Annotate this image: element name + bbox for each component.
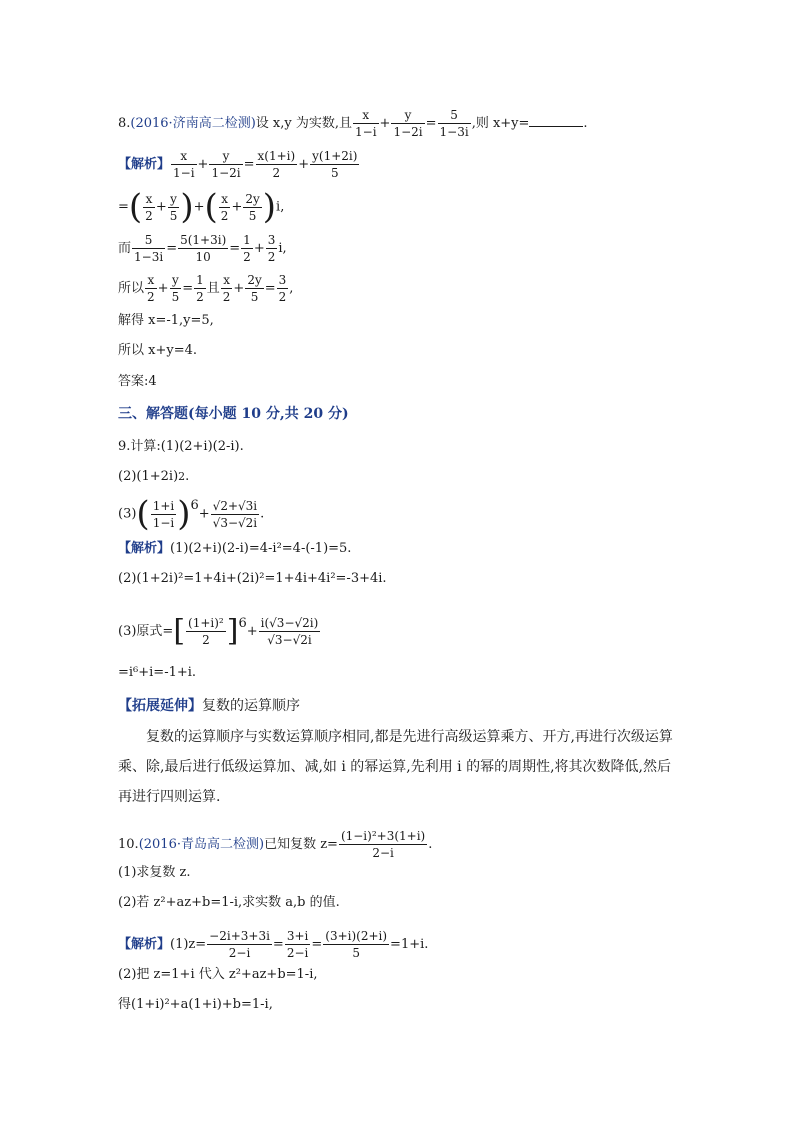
math-text: 所以 [118, 281, 145, 296]
math-text: i, [278, 241, 287, 256]
solution-9-line-2: (2)(1+2i)²=1+4i+(2i)²=1+4i+4i²=-3+4i. [118, 571, 387, 586]
fraction: $\frac{x}{1-i}$ [355, 108, 377, 139]
math-text: 且 [206, 281, 220, 296]
question-10 [118, 828, 432, 861]
source-label: (2016·济南高二检测) [130, 116, 256, 131]
fraction: $\frac{\text{(1−i)²+3(1+i)}}{2-i}$ [340, 829, 426, 860]
fraction: $\frac{5(1+3i)}{10}$ [180, 233, 227, 264]
fraction: $\frac{y}{5}$ [171, 273, 180, 304]
right-bracket: ] [226, 613, 239, 649]
extension-paragraph [118, 722, 678, 812]
solution-9-line-3: (3)原式=[ $\frac{\text{(1+i)²}}{2}$ ]6+ $\frac{i(√3-√2i)}{√3-√2i}$ [118, 613, 319, 649]
question-text: ,则 x+y= [471, 116, 530, 131]
solution-9-line-4: =i⁶+i=-1+i. [118, 665, 197, 680]
fraction: $\frac{\text{(1+i)²}}{2}$ [188, 616, 224, 647]
question-text: 已知复数 z= [264, 837, 338, 852]
fraction: $\frac{2y}{5}$ [245, 191, 260, 223]
math-text: (3) [118, 506, 137, 522]
fraction: $\frac{x}{1-i}$ [173, 149, 195, 180]
fraction: $\frac{5}{1-3i}$ [134, 233, 164, 264]
fraction: $\frac{x}{2}$ [145, 191, 153, 223]
question-9-line-2 [118, 468, 189, 486]
extension-tag: 【拓展延伸】 [118, 698, 202, 714]
paragraph-text: 复数的运算顺序与实数运算顺序相同,都是先进行高级运算乘方、开方,再进行次级运算乘、除,最后进行低级运算加、减,如 i 的幂运算,先利用 i 的幂的周期性,将其次数降低,然后再进行四则运算. [118, 729, 673, 805]
answer-8: 答案:4 [118, 374, 157, 389]
solution-tag: 【解析】 [118, 157, 171, 172]
math-text: 而 [118, 241, 132, 256]
fraction: $\frac{3}{2}$ [267, 233, 276, 264]
question-number: 10. [118, 837, 139, 852]
question-10-part-2: (2)若 z²+az+b=1-i,求实数 a,b 的值. [118, 895, 340, 910]
fraction: $\frac{y}{1-2i}$ [211, 149, 241, 180]
fraction: $\frac{(3+i)(2+i)}{5}$ [325, 929, 388, 960]
fraction: $\frac{i(√3-√2i)}{√3-√2i}$ [260, 616, 319, 647]
fraction: $\frac{3}{2}$ [278, 273, 287, 304]
math-text: i, [276, 199, 285, 215]
operator: + [193, 199, 205, 215]
extension-heading [118, 697, 300, 715]
source-label: (2016·青岛高二检测) [138, 837, 265, 852]
fraction: $\frac{x}{2}$ [222, 273, 231, 304]
superscript: 6 [190, 498, 199, 513]
question-10-part-1: (1)求复数 z. [118, 865, 191, 880]
fraction: $\frac{1}{2}$ [243, 233, 251, 264]
solution-8-line-1: 【解析】 $\frac{x}{1-i}$ + $\frac{y}{1-2i}$ = $\frac{x(1+i)}{2}$ + $\frac{y(1+2i)}{5}$ [118, 149, 358, 180]
fraction: $\frac{-2i+3+3i}{2-i}$ [209, 929, 270, 960]
right-paren: ) [177, 494, 191, 534]
question-8 [118, 107, 588, 140]
math-text: , [289, 281, 294, 296]
right-paren: ) [180, 187, 194, 227]
fraction: $\frac{y}{1-2i}$ [393, 108, 423, 139]
fraction: $\frac{x(1+i)}{2}$ [257, 149, 296, 180]
fraction: $\frac{5}{1-3i}$ [439, 108, 469, 139]
left-bracket: [ [173, 613, 186, 649]
punctuation: . [583, 116, 588, 131]
operator: = [425, 116, 437, 131]
fraction: $\frac{1+i}{1-i}$ [152, 498, 175, 530]
section-heading: 三、解答题(每小题 10 分,共 20 分) [118, 406, 349, 422]
superscript: 2 [178, 470, 186, 483]
solution-8-line-5: 解得 x=-1,y=5, [118, 313, 214, 328]
fraction: $\frac{1}{2}$ [196, 273, 204, 304]
solution-9-line-1 [118, 540, 351, 558]
left-paren: ( [136, 494, 150, 534]
solution-8-line-2: =( $\frac{x}{2}$ + $\frac{y}{5}$ )+( $\frac{x}{2}$ + $\frac{2y}{5}$ )i, [118, 187, 285, 227]
extension-title: 复数的运算顺序 [202, 698, 300, 714]
fraction: $\frac{y}{5}$ [169, 191, 178, 223]
question-number: 8. [118, 116, 131, 131]
question-text: 设 x,y 为实数,且 [255, 116, 352, 131]
question-9-line-3: (3)( $\frac{1+i}{1-i}$ )6+ $\frac{√2+√3i}{√3-√2i}$ . [118, 494, 265, 534]
solution-10-line-2: (2)把 z=1+i 代入 z²+az+b=1-i, [118, 967, 318, 982]
punctuation: . [260, 506, 265, 522]
operator: = [118, 199, 129, 215]
punctuation: . [185, 469, 190, 484]
fraction: $\frac{3+i}{2-i}$ [286, 929, 309, 960]
fraction: $\frac{2y}{5}$ [247, 273, 262, 304]
fraction: $\frac{x}{2}$ [147, 273, 155, 304]
solution-8-line-4: 所以 $\frac{x}{2}$ + $\frac{y}{5}$ = $\frac{1}{2}$ 且 $\frac{x}{2}$ + $\frac{2y}{5}$ = $\frac{3}{2}$ , [118, 273, 294, 304]
fraction: $\frac{√2+√3i}{√3-√2i}$ [212, 498, 258, 530]
solution-tag: 【解析】 [118, 541, 171, 556]
left-paren: ( [128, 187, 143, 227]
operator: + [379, 116, 391, 131]
math-text: (1)(2+i)(2-i)=4-i²=4-(-1)=5. [170, 541, 352, 556]
superscript: 6 [238, 616, 247, 631]
operator: + [155, 199, 167, 215]
fraction: $\frac{x}{2}$ [220, 191, 229, 223]
math-text: (3)原式= [118, 624, 174, 639]
fraction: $\frac{y(1+2i)}{5}$ [312, 149, 358, 180]
math-text: (1)z= [170, 937, 207, 952]
punctuation: . [428, 837, 433, 852]
right-paren: ) [262, 187, 277, 227]
solution-8-line-3: 而 $\frac{5}{1-3i}$ = $\frac{5(1+3i)}{10}$ = $\frac{1}{2}$ + $\frac{3}{2}$ i, [118, 233, 287, 264]
solution-10-line-3: 得(1+i)²+a(1+i)+b=1-i, [118, 997, 273, 1012]
math-text: =1+i. [390, 937, 429, 952]
question-9-line-1: 9.计算:(1)(2+i)(2-i). [118, 439, 244, 454]
solution-tag: 【解析】 [118, 937, 171, 952]
solution-10-line-1: 【解析】(1)z= $\frac{-2i+3+3i}{2-i}$ = $\frac{3+i}{2-i}$ = $\frac{(3+i)(2+i)}{5}$ =1+i. [118, 929, 429, 960]
solution-8-line-6: 所以 x+y=4. [118, 343, 197, 358]
left-paren: ( [204, 187, 218, 227]
answer-blank [529, 114, 583, 127]
math-text: (2)(1+2i) [118, 469, 179, 484]
